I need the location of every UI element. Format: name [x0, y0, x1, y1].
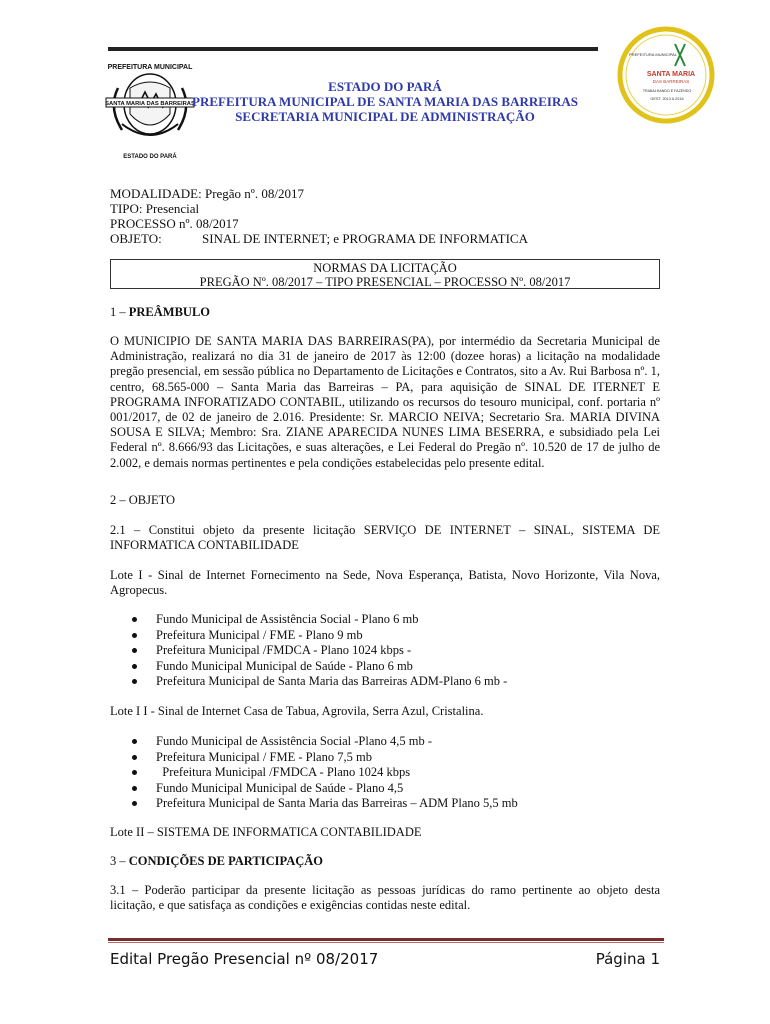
- administration-seal-logo: [617, 26, 715, 124]
- footer-page-number: Página 1: [595, 950, 660, 968]
- header-prefeitura: PREFEITURA MUNICIPAL DE SANTA MARIA DAS BARREIRAS: [192, 94, 578, 109]
- seal-years: GEST. 2013 A 2016: [650, 97, 684, 101]
- footer-rule-thin: [108, 942, 664, 943]
- normas-subtitle: PREGÃO Nº. 08/2017 – TIPO PRESENCIAL – PROCESSO Nº. 08/2017: [199, 275, 571, 289]
- list-item: Fundo Municipal Municipal de Saúde - Plano 4,5: [110, 781, 518, 797]
- bullet-icon: [132, 664, 137, 669]
- list-item: Prefeitura Municipal / FME - Plano 7,5 mb: [110, 750, 518, 766]
- header-state: ESTADO DO PARÁ: [328, 79, 442, 94]
- lote-2-list: [110, 734, 518, 812]
- section-1-title: PREÂMBULO: [128, 305, 210, 319]
- bullet-icon: [132, 786, 137, 791]
- header-rule: [108, 47, 598, 51]
- bullet-icon: [132, 739, 137, 744]
- preamble-paragraph: O MUNICIPIO DE SANTA MARIA DAS BARREIRAS(PA), por intermédio da Secretaria Municipal de Administração, realizará no dia 31 de janeiro de 2017 às 12:00 (dozee horas) a licitação na modalidade pregão presencial, em sessão pública no Departamento de Licitações e Contratos, sito a Av. Rui Barbosa nº. 1, centro, 68.565-000 – Santa Maria das Barreiras – PA, para aquisição de SINAL DE ITERNET E PROGRAMA INFORATIZADO CONTABIL, utilizando os recursos do tesouro municipal, conf. portaria nº 001/2017, de 02 de janeiro de 2.016. Presidente: Sr. MARCIO NEIVA; Secretario Sra. MARIA DIVINA SOUSA E SILVA; Membro: Sra. ZIANE APARECIDA NUNES LIMA BESERRA, e subsidiado pela Lei Federal nº. 8.666/93 das Licitações, e suas alterações, e Lei Federal do Pregão nº. 10.520 de 17 de julho de 2.002, e demais normas pertinentes e pela condições estabelecidas pelo presente edital.: [110, 334, 660, 470]
- lote-1-list: [110, 612, 507, 690]
- bullet-icon: [132, 770, 137, 775]
- meta-objeto-label: OBJETO:: [110, 231, 162, 246]
- bullet-icon: [132, 617, 137, 622]
- normas-box: [110, 259, 660, 289]
- meta-objeto-value: SINAL DE INTERNET; e PROGRAMA DE INFORMATICA: [202, 231, 528, 246]
- crest-bottom-text: ESTADO DO PARÁ: [123, 154, 177, 160]
- lote-2-paragraph: Lote I I - Sinal de Internet Casa de Tabua, Agrovila, Serra Azul, Cristalina.: [110, 704, 484, 718]
- section-1-heading: [110, 305, 210, 320]
- bullet-icon: [132, 679, 137, 684]
- seal-slogan: TRABALHANDO E FAZENDO: [642, 89, 692, 93]
- bullet-icon: [132, 648, 137, 653]
- section-2-heading: 2 – OBJETO: [110, 493, 176, 507]
- list-item: Prefeitura Municipal / FME - Plano 9 mb: [110, 628, 507, 644]
- list-item: Prefeitura Municipal de Santa Maria das Barreiras – ADM Plano 5,5 mb: [110, 796, 518, 812]
- footer-edital-label: Edital Pregão Presencial nº 08/2017: [110, 950, 379, 968]
- section-2-1-paragraph: 2.1 – Constitui objeto da presente licitação SERVIÇO DE INTERNET – SINAL, SISTEMA DE INFORMATICA CONTABILIDADE: [110, 523, 660, 553]
- meta-tipo: TIPO: Presencial: [110, 201, 200, 216]
- section-3-title: CONDIÇÕES DE PARTICIPAÇÃO: [128, 854, 324, 868]
- list-item: Prefeitura Municipal /FMDCA - Plano 1024 kbps -: [110, 643, 507, 659]
- section-3-number: 3 –: [110, 854, 129, 868]
- crest-banner-text: SANTA MARIA DAS BARREIRAS: [105, 101, 195, 107]
- seal-top-text: PREFEITURA MUNICIPAL: [629, 52, 677, 57]
- list-item: Fundo Municipal Municipal de Saúde - Plano 6 mb: [110, 659, 507, 675]
- seal-name-2: DAS BARREIRAS: [652, 79, 690, 84]
- lote-1-paragraph: Lote I - Sinal de Internet Fornecimento na Sede, Nova Esperança, Batista, Novo Horizonte, Vila Nova, Agropecus.: [110, 568, 660, 598]
- section-1-number: 1 –: [110, 305, 129, 319]
- meta-modalidade: MODALIDADE: Pregão nº. 08/2017: [110, 186, 304, 201]
- header-secretaria: SECRETARIA MUNICIPAL DE ADMINISTRAÇÃO: [235, 109, 535, 124]
- crest-top-text: PREFEITURA MUNICIPAL: [107, 64, 193, 71]
- list-item: Prefeitura Municipal /FMDCA - Plano 1024 kbps: [110, 765, 518, 781]
- normas-title: NORMAS DA LICITAÇÃO: [313, 261, 457, 275]
- bullet-icon: [132, 801, 137, 806]
- bullet-icon: [132, 755, 137, 760]
- meta-processo: PROCESSO nº. 08/2017: [110, 216, 239, 231]
- section-3-1-paragraph: 3.1 – Poderão participar da presente licitação as pessoas jurídicas do ramo pertinente ao objeto desta licitação, e que satisfaça as condições e exigências contidas neste edital.: [110, 883, 660, 913]
- lote-ii-heading: Lote II – SISTEMA DE INFORMATICA CONTABILIDADE: [110, 825, 422, 839]
- meta-objeto: [110, 231, 528, 246]
- list-item: Fundo Municipal de Assistência Social - Plano 6 mb: [110, 612, 507, 628]
- list-item: Fundo Municipal de Assistência Social -Plano 4,5 mb -: [110, 734, 518, 750]
- list-item: Prefeitura Municipal de Santa Maria das Barreiras ADM-Plano 6 mb -: [110, 674, 507, 690]
- seal-name-1: SANTA MARIA: [646, 71, 696, 78]
- footer-rule: [108, 938, 664, 941]
- bullet-icon: [132, 633, 137, 638]
- section-3-heading: [110, 854, 323, 869]
